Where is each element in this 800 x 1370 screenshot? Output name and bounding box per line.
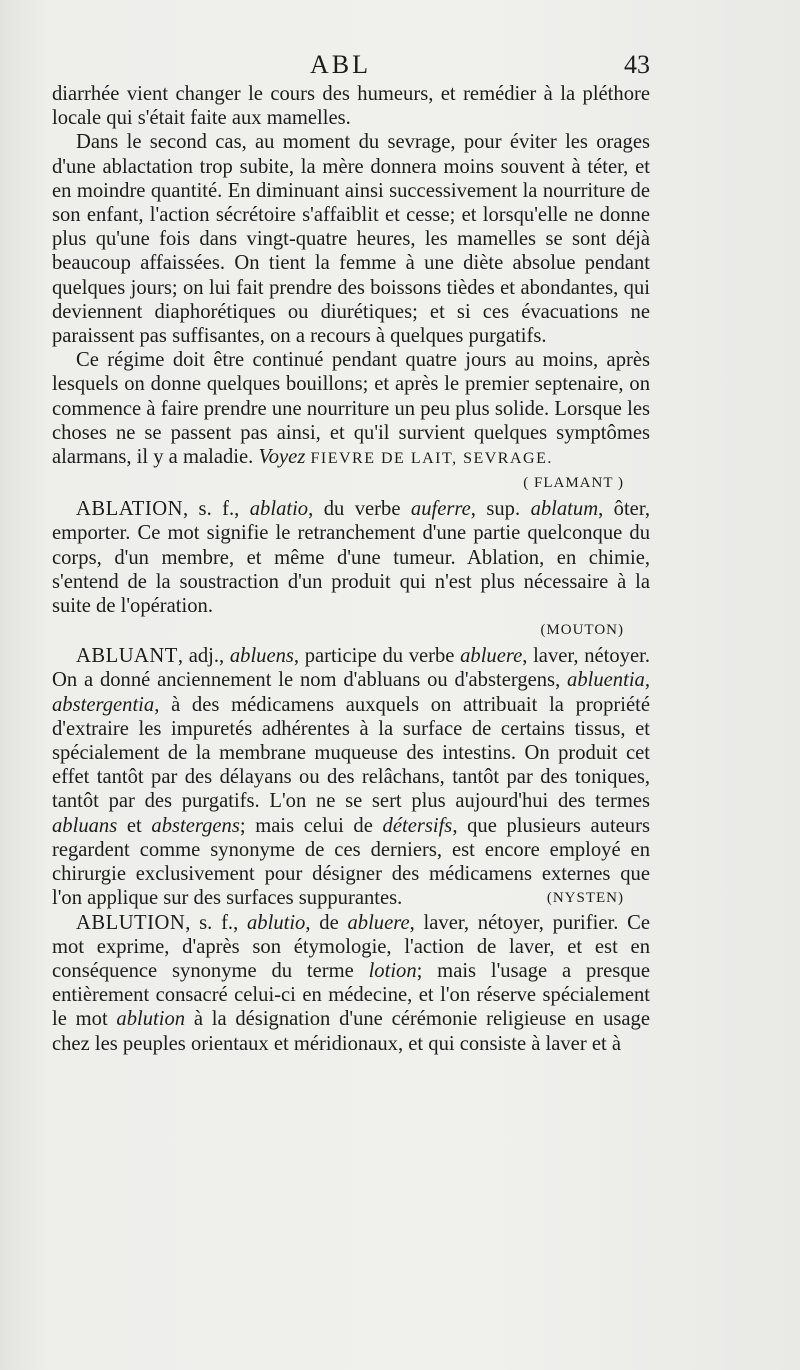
author-signature-nysten: (NYSTEN) [546,890,624,907]
entry-abluant: ABLUANT, adj., abluens, participe du verbe abluere, laver, nétoyer. On a donné anciennement le nom d'abluans ou d'abstergens, abluentia, abstergentia, à des médicamens auxquels on attribuait la propriété d'extraire les impuretés adhérentes à la surface de certains tissus, et spécialement de la membrane muqueuse des intestins. On produit cet effet tantôt par des délayans ou des relâchans, tantôt par des toniques, tantôt par des purgatifs. L'on ne se sert plus aujourd'hui des termes abluans et abstergens; mais celui de détersifs, que plusieurs auteurs regardent comme synonyme de ces derniers, est encore employé en chirurgie exclusivement pour désigner des médicamens externes que l'on applique sur des surfaces suppurantes. (NYSTEN) [52,645,650,910]
author-signature-flamant: ( FLAMANT ) [523,475,624,492]
page-header [52,50,652,84]
regime-text: Ce régime doit être continué pendant quatre jours au moins, après lesquels on donne quelques bouillons; et après le premier septenaire, on commence à faire prendre une nourriture un peu plus solide. Lorsque les choses ne se passent pas ainsi, et qu'il survient quelques symptômes alarmans, il y a maladie. [52,349,650,469]
cross-references: FIEVRE DE LAIT, SEVRAGE. [310,450,553,468]
entry-headword: ABLUTION [76,911,186,934]
paragraph-continuation: diarrhée vient changer le cours des humeurs, et remédier à la pléthore locale qui s'était faite aux mamelles. [52,83,650,130]
entry-ablution: ABLUTION, s. f., ablutio, de abluere, laver, nétoyer, purifier. Ce mot exprime, d'après son étymologie, l'action de laver, et est en conséquence synonyme du terme lotion; mais l'usage a presque entièrement consacré celui-ci en médecine, et l'on réserve spécialement le mot ablution à la désignation d'une cérémonie religieuse en usage chez les peuples orientaux et méridionaux, et qui consiste à laver et à [52,911,650,1055]
page-number: 43 [624,50,650,79]
body-text [52,82,650,1056]
paragraph-second-case: Dans le second cas, au moment du sevrage, pour éviter les orages d'une ablactation trop subite, la mère donnera moins souvent à téter, et en moindre quantité. En diminuant ainsi successivement la nourriture de son enfant, l'action sécrétoire s'affaiblit et cesse; et lorsqu'elle ne donne plus qu'une fois dans vingt-quatre heures, les mamelles se sont déjà beaucoup affaissées. On tient la femme à une diète absolue pendant quelques jours; on lui fait prendre des boissons tièdes et abondantes, qui deviennent diaphorétiques ou diurétiques; et si ces évacuations ne paraissent pas suffisantes, on a recours à quelques purgatifs. [52,131,650,348]
entry-headword: ABLATION [76,498,183,521]
running-head: ABL [310,50,371,79]
voyez-label: Voyez [258,446,306,469]
author-signature-mouton: (MOUTON) [540,622,624,639]
entry-headword: ABLUANT [76,645,178,668]
paragraph-regime [52,348,650,471]
entry-ablation: ABLATION, s. f., ablatio, du verbe auferre, sup. ablatum, ôter, emporter. Ce mot signifie le retranchement d'une partie quelconque du corps, d'un membre, et même d'une tumeur. Ablation, en chimie, s'entend de la soustraction d'un produit qui n'est plus nécessaire à la suite de l'opération. [52,498,651,618]
